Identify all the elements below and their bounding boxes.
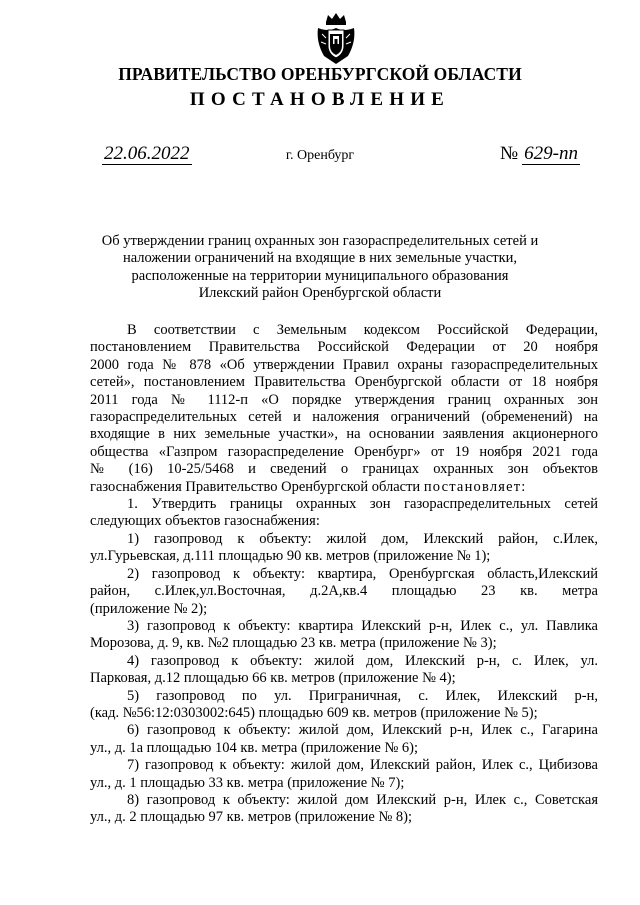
body-line: ул., д. 2 площадью 97 кв. метров (приложение № 8); [90,809,413,826]
body-line: Парковая, д.12 площадью 66 кв. метров (приложение № 4); [90,670,456,687]
coat-of-arms-icon [314,12,358,66]
body-line: 2000 года № 878 «Об утверждении Правил охраны газораспределительных [90,356,598,373]
body-line-text: газоснабжения Правительство Оренбургской области [90,478,421,495]
title-line: расположенные на территории муниципального образования [131,267,509,284]
document-date: 22.06.2022 [104,143,190,164]
body-line: ул., д. 1 площадью 33 кв. метра (приложение № 7); [90,774,405,791]
document-number [500,144,580,164]
body-line: ул.Гурьевская, д.111 площадью 90 кв. метров (приложение № 1); [90,548,491,565]
body-line: (приложение № 2); [90,600,208,617]
number-value: 629-пп [524,143,578,164]
list-item-1: 1) газопровод к объекту: жилой дом, Илекский район, с.Илек, [127,530,598,547]
document-type: ПОСТАНОВЛЕНИЕ [189,89,451,110]
document-title [100,233,540,303]
title-line: наложении ограничений на входящие в них земельные участки, [122,250,518,267]
document-body [90,322,598,827]
body-line: входящие в них земельные участки», на основании заявления акционерного [90,426,598,443]
body-line: 1. Утвердить границы охранных зон газораспределительных сетей [127,496,598,513]
body-line [90,479,598,496]
body-line: 2011 года № 1112-п «О порядке утверждения границ охранных зон [90,391,598,408]
title-line: Илекский район Оренбургской области [198,285,442,302]
list-item-2: 2) газопровод к объекту: квартира, Оренбургская область,Илекский [127,565,598,582]
list-item-6: 6) газопровод к объекту: жилой дом, Илекский р-н, Илек с., Гагарина [127,722,598,739]
government-name: ПРАВИТЕЛЬСТВО ОРЕНБУРГСКОЙ ОБЛАСТИ [118,64,522,84]
list-item-7: 7) газопровод к объекту: жилой дом, Илекский район, Илек с., Цибизова [127,757,598,774]
list-item-5: 5) газопровод по ул. Приграничная, с. Илек, Илекский р-н, [127,687,598,704]
body-line: следующих объектов газоснабжения: [90,513,320,530]
body-line: район, с.Илек,ул.Восточная, д.2А,кв.4 площадью 23 кв. метра [90,583,598,600]
body-line: ул., д. 1а площадью 104 кв. метра (приложение № 6); [90,739,419,756]
document-city: г. Оренбург [285,148,355,163]
body-line: Морозова, д. 9, кв. №2 площадью 23 кв. метра (приложение № 3); [90,635,497,652]
list-item-3: 3) газопровод к объекту: квартира Илекский р-н, Илек с., ул. Павлика [127,617,598,634]
resolves-word: постановляет: [423,478,527,495]
body-line: (кад. №56:12:0303002:645) площадью 609 кв. метров (приложение № 5); [90,704,538,721]
body-line: общества «Газпром газораспределение Оренбург» от 19 ноября 2021 года [90,443,598,460]
list-item-4: 4) газопровод к объекту: жилой дом, Илекский р-н, с. Илек, ул. [127,652,598,669]
body-line: В соответствии с Земельным кодексом Российской Федерации, [127,322,598,338]
number-sign: № [500,143,519,164]
body-line: № (16) 10-25/5468 и сведений о границах охранных зон объектов [90,461,598,478]
body-line: сетей», постановлением Правительства Оренбургской области от 18 ноября [90,374,598,391]
title-line: Об утверждении границ охранных зон газораспределительных сетей и [101,233,539,249]
body-line: постановлением Правительства Российской Федерации от 20 ноября [90,339,598,356]
list-item-8: 8) газопровод к объекту: жилой дом Илекский р-н, Илек с., Советская [127,791,598,808]
body-line: газораспределительных сетей и наложения ограничений (обременений) на [90,409,598,426]
